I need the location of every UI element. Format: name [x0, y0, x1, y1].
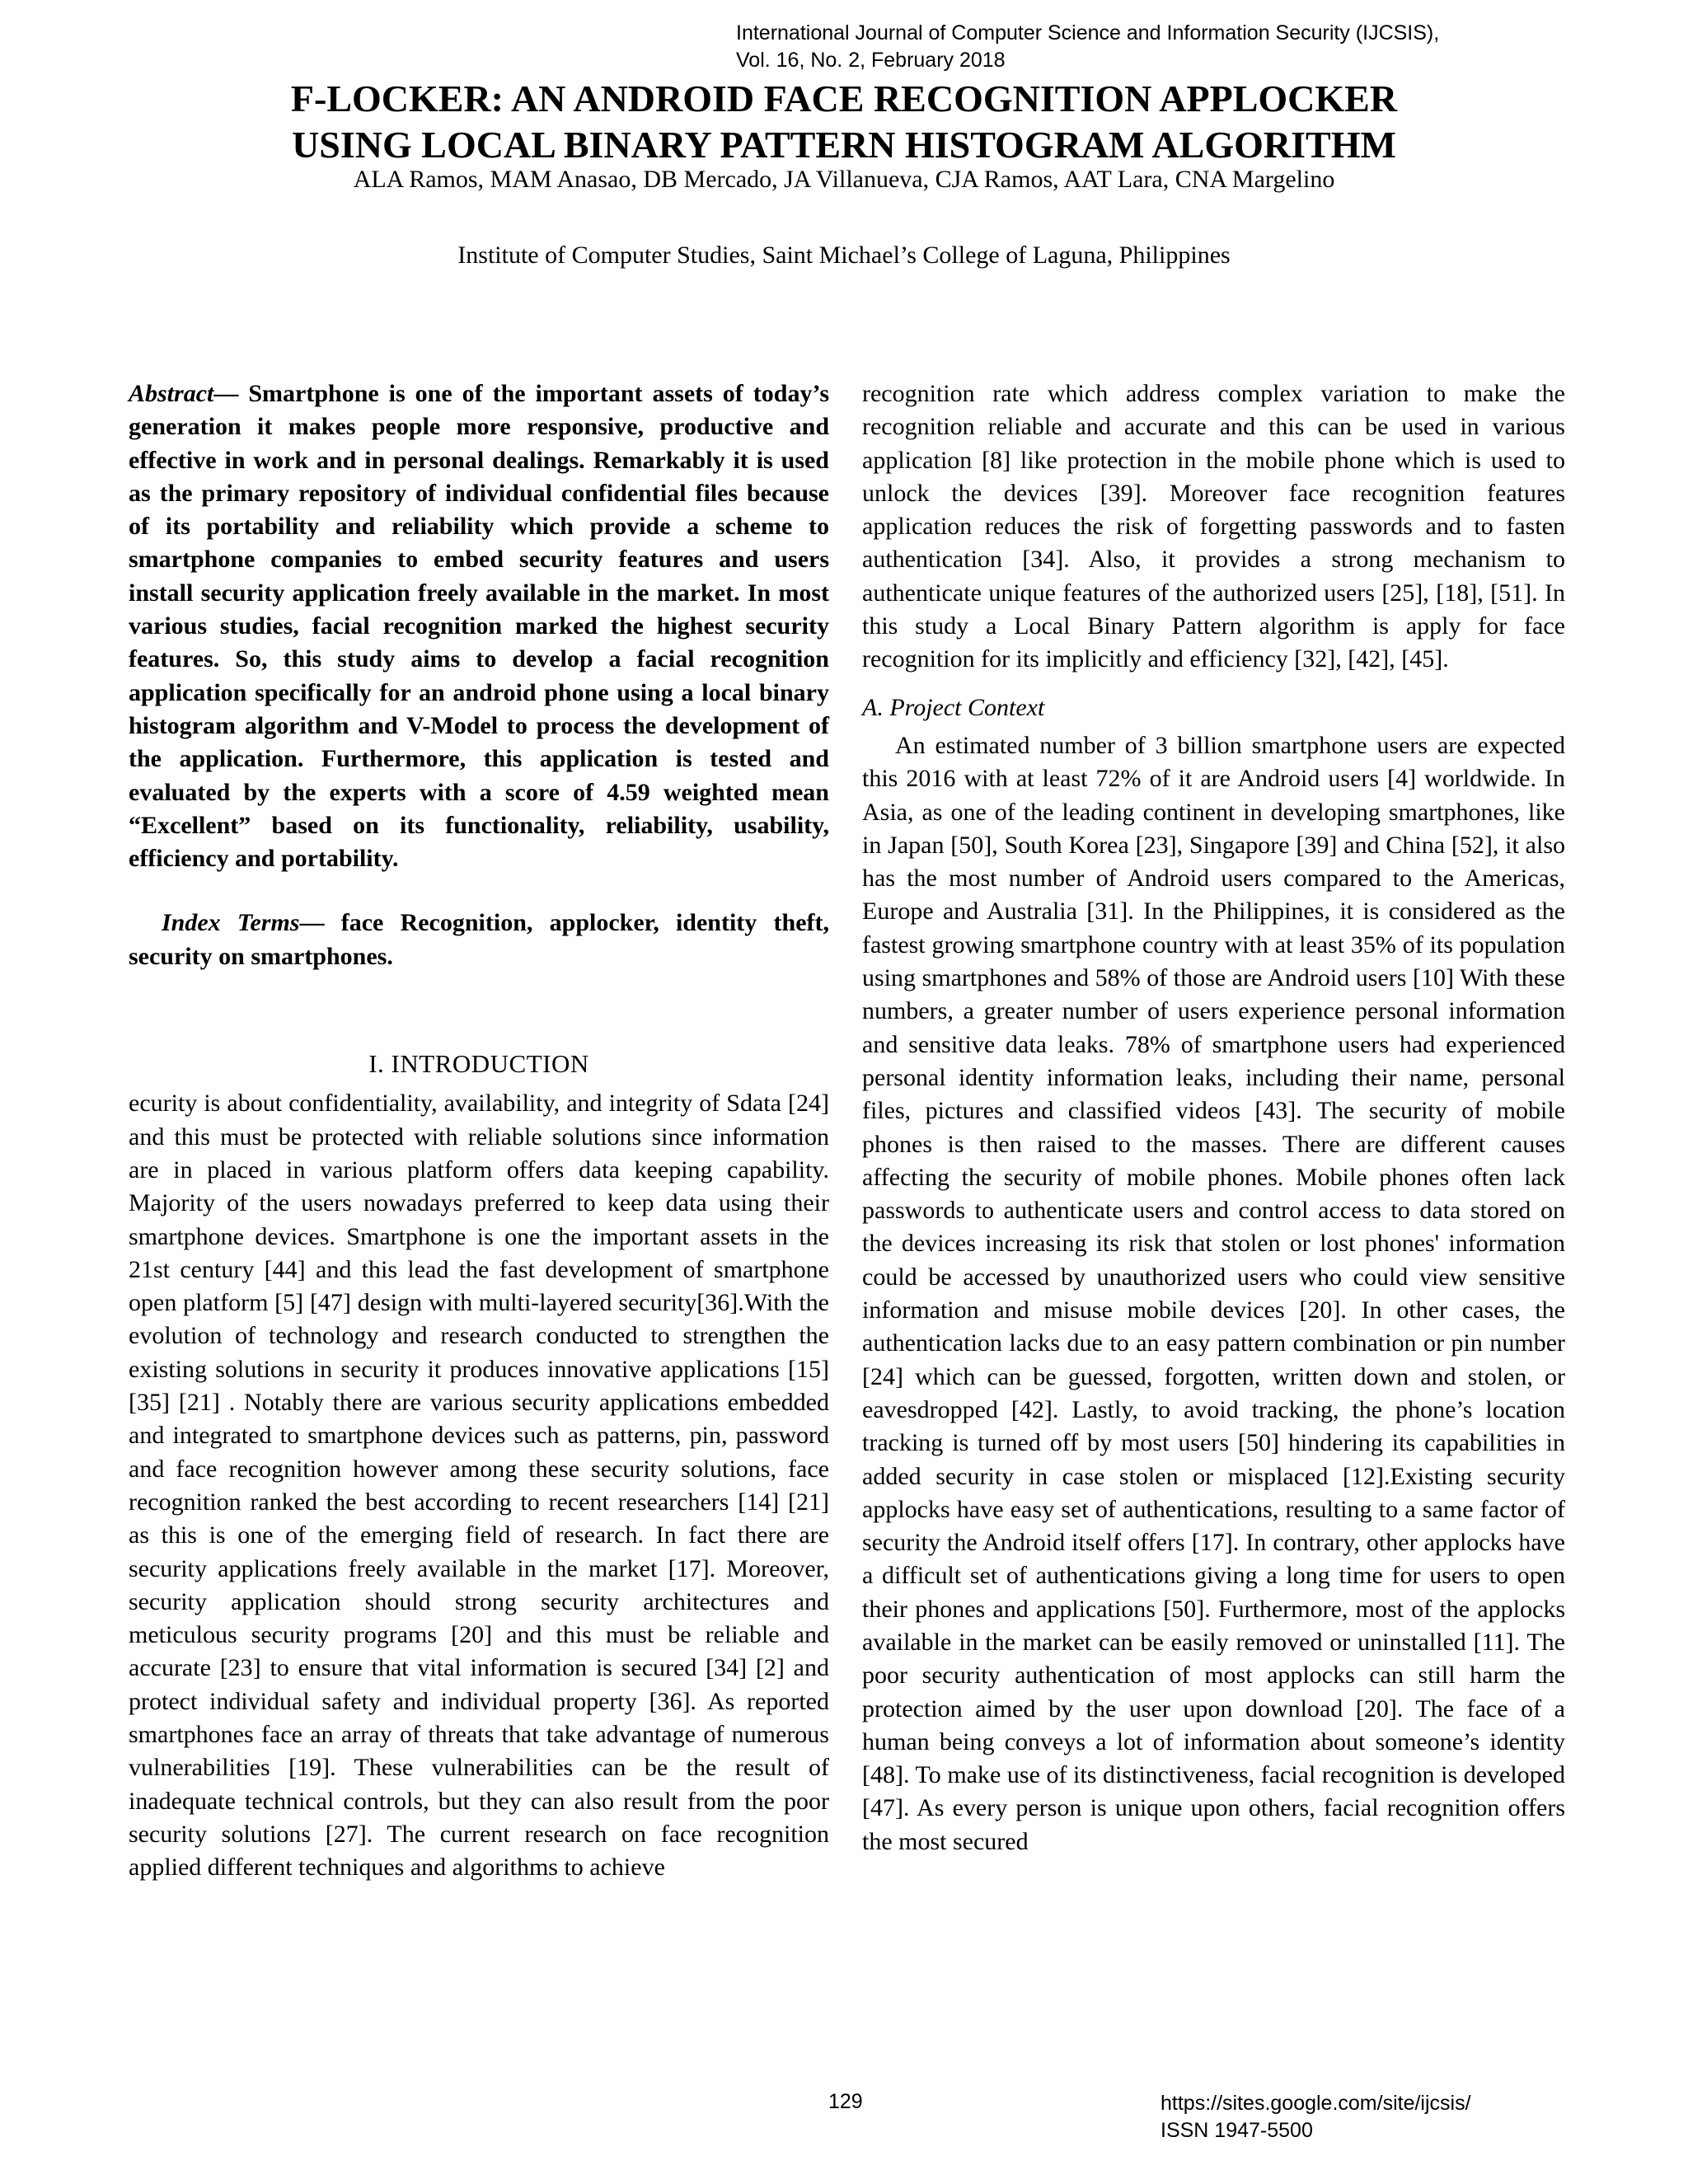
page-number: 129 [828, 2090, 863, 2113]
paper-title-line-2: USING LOCAL BINARY PATTERN HISTOGRAM ALGORITHM [292, 124, 1396, 166]
affiliation: Institute of Computer Studies, Saint Michael’s College of Laguna, Philippines [457, 241, 1231, 269]
abstract-dash: — [213, 380, 249, 407]
paper-title [0, 76, 1688, 168]
index-terms-label: Index Terms [162, 909, 300, 937]
journal-volume: Vol. 16, No. 2, February 2018 [736, 49, 1006, 72]
abstract [129, 377, 829, 875]
index-terms-text: face Recognition, applocker, identity theft, security on smartphones. [129, 909, 829, 970]
journal-header [736, 20, 1643, 74]
right-column [862, 377, 1565, 1858]
issn: ISSN 1947-5500 [1160, 2119, 1313, 2142]
author-list: ALA Ramos, MAM Anasao, DB Mercado, JA Villanueva, CJA Ramos, AAT Lara, CNA Margelino [353, 166, 1335, 193]
paper-title-line-1: F-LOCKER: AN ANDROID FACE RECOGNITION APPLOCKER [290, 77, 1398, 120]
project-context-paragraph: An estimated number of 3 billion smartphone users are expected this 2016 with at least 72% of it are Android users [4] worldwide. In Asia, as one of the leading continent in developing smartphones, like in Japan [50], South Korea [23], Singapore [39] and China [52], it also has the most number of Android users compared to the Americas, Europe and Australia [31]. In the Philippines, it is considered as the fastest growing smartphone country with at least 35% of its population using smartphones and 58% of those are Android users [10] With these numbers, a greater number of users experience personal information and sensitive data leaks. 78% of smartphone users had experienced personal identity information leaks, including their name, personal files, pictures and classified videos [43]. The security of mobile phones is then raised to the masses. There are different causes affecting the security of mobile phones. Mobile phones often lack passwords to authenticate users and control access to data stored on the devices increasing its risk that stolen or lost phones' information could be accessed by unauthorized users who could view sensitive information and misuse mobile devices [20]. In other cases, the authentication lacks due to an easy pattern combination or pin number [24] which can be guessed, forgotten, written down and stolen, or eavesdropped [42]. Lastly, to avoid tracking, the phone’s location tracking is turned off by most users [50] hindering its capabilities in added security in case stolen or misplaced [12].Existing security applocks have easy set of authentications, resulting to a same factor of security the Android itself offers [17]. In contrary, other applocks have a difficult set of authentications giving a long time for users to open their phones and applications [50]. Furthermore, most of the applocks available in the market can be easily removed or uninstalled [11]. The poor security authentication of most applocks can still harm the protection aimed by the user upon download [20]. The face of a human being conveys a lot of information about someone’s identity [48]. To make use of its distinctiveness, facial recognition is developed [47]. As every person is unique upon others, facial recognition offers the most secured [862, 731, 1565, 1855]
abstract-label: Abstract [129, 380, 214, 407]
index-terms-dash: — [299, 909, 341, 937]
left-column [129, 377, 829, 1884]
project-context-heading: A. Project Context [862, 693, 1045, 721]
journal-name: International Journal of Computer Science and Information Security (IJCSIS), [736, 21, 1440, 45]
footer-info [1160, 2090, 1471, 2144]
abstract-text: Smartphone is one of the important assets of today’s generation it makes people more responsive, productive and effective in work and in personal dealings. Remarkably it is used as the primary repository of individual confidential files because of its portability and reliability which provide a scheme to smartphone companies to embed security features and users install security application freely available in the market. In most various studies, facial recognition marked the highest security features. So, this study aims to develop a facial recognition application specifically for an android phone using a local binary histogram algorithm and V-Model to process the development of the application. Furthermore, this application is tested and evaluated by the experts with a score of 4.59 weighted mean “Excellent” based on its functionality, reliability, usability, efficiency and portability. [129, 380, 829, 873]
introduction-paragraph-2: recognition rate which address complex variation to make the recognition reliable and accurate and this can be used in various application [8] like protection in the mobile phone which is used to unlock the devices [39]. Moreover face recognition features application reduces the risk of forgetting passwords and to fasten authentication [34]. Also, it provides a strong mechanism to authenticate unique features of the authorized users [25], [18], [51]. In this study a Local Binary Pattern algorithm is apply for face recognition for its implicitly and efficiency [32], [42], [45]. [862, 380, 1565, 673]
introduction-paragraph-1: ecurity is about confidentiality, availability, and integrity of Sdata [24] and this must be protected with reliable solutions since information are in placed in various platform offers data keeping capability. Majority of the users nowadays preferred to keep data using their smartphone devices. Smartphone is one the important assets in the 21st century [44] and this lead the fast development of smartphone open platform [5] [47] design with multi-layered security[36].With the evolution of technology and research conducted to strengthen the existing solutions in security it produces innovative applications [15] [35] [21] . Notably there are various security applications embedded and integrated to smartphone devices such as patterns, pin, password and face recognition however among these security solutions, face recognition ranked the best according to recent researchers [14] [21] as this is one of the emerging field of research. In fact there are security applications freely available in the market [17]. Moreover, security application should strong security architectures and meticulous security programs [20] and this must be reliable and accurate [23] to ensure that vital information is secured [34] [2] and protect individual safety and individual property [36]. As reported smartphones face an array of threats that take advantage of numerous vulnerabilities [19]. These vulnerabilities can be the result of inadequate technical controls, but they can also result from the poor security solutions [27]. The current research on face recognition applied different techniques and algorithms to achieve [129, 1090, 829, 1882]
introduction-heading: I. INTRODUCTION [368, 1049, 589, 1079]
journal-url: https://sites.google.com/site/ijcsis/ [1160, 2092, 1471, 2115]
index-terms [129, 907, 829, 973]
